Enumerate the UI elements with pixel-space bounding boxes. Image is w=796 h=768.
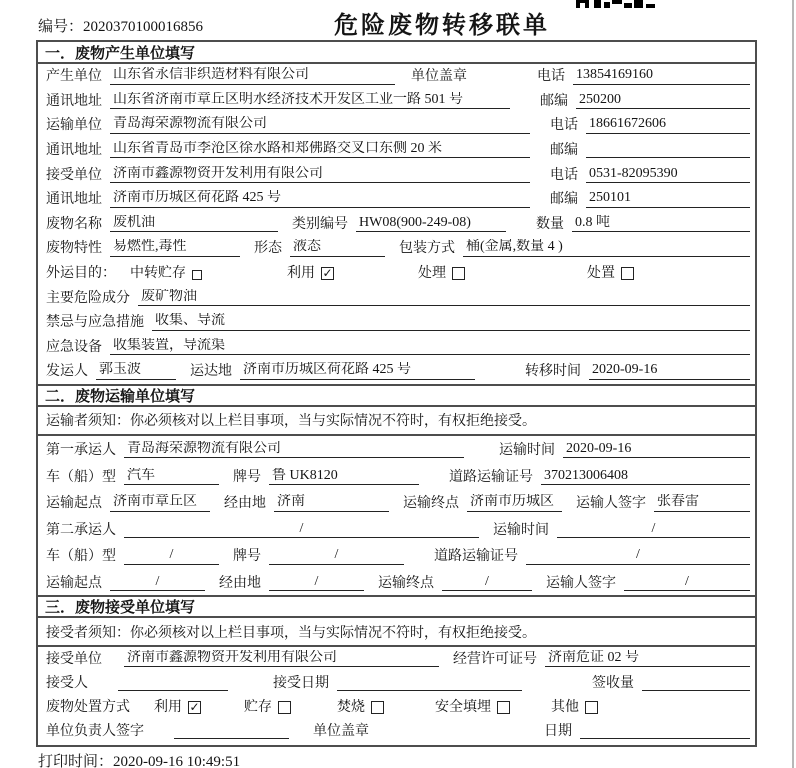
waste-name-value: 废机油 xyxy=(110,215,278,232)
disposal-landfill-label: 安全填埋 xyxy=(435,699,491,715)
plate2-value: / xyxy=(269,547,404,564)
hazard-label: 主要危险成分 xyxy=(46,290,130,306)
origin1-value: 济南市章丘区 xyxy=(110,494,210,511)
vehicle1-value: 汽车 xyxy=(124,468,219,485)
disposal-other-label: 其他 xyxy=(551,699,579,715)
carrier1-value: 青岛海荣源物流有限公司 xyxy=(124,441,464,458)
form-row-waste-name xyxy=(38,212,755,237)
doc-number-value: 2020370100016856 xyxy=(83,19,204,35)
producer-value: 山东省永信非织造材料有限公司 xyxy=(110,67,395,84)
date-label: 日期 xyxy=(544,723,572,739)
carrier2-label: 第二承运人 xyxy=(46,522,116,538)
page-title: 危险废物转移联单 xyxy=(334,13,550,39)
responsible-sign-label: 单位负责人签字 xyxy=(46,723,144,739)
form-row-equipment xyxy=(38,335,755,360)
disposal-use-checkbox[interactable]: ✓ xyxy=(189,700,200,715)
origin-label: 运输起点 xyxy=(46,575,102,591)
form-row-recipient xyxy=(38,671,755,695)
shipper-label: 发运人 xyxy=(46,364,88,380)
form-state-label: 形态 xyxy=(254,241,282,257)
manifest-form-table xyxy=(36,40,757,747)
carrier-sign1-value: 张春雷 xyxy=(654,494,750,511)
transport-time-label: 运输时间 xyxy=(493,522,549,538)
form-row-vehicle2 xyxy=(38,542,755,569)
via1-value: 济南 xyxy=(274,494,389,511)
form-row-vehicle1 xyxy=(38,462,755,489)
section3-notice: 接受者须知：你必须核对以上栏目事项，当与实际情况不符时，有权拒绝接受。 xyxy=(38,618,755,647)
permit-value: 济南危证 02 号 xyxy=(545,650,750,667)
receiver-label: 接受单位 xyxy=(46,167,102,183)
purpose-use-label: 利用 xyxy=(287,265,315,281)
print-time-label: 打印时间： xyxy=(38,754,114,768)
form-row-responsible-sign xyxy=(38,719,755,743)
via-label: 经由地 xyxy=(219,575,261,591)
purpose-use-checkbox[interactable]: ✓ xyxy=(322,266,333,281)
receiver-address-value: 济南市历城区荷花路 425 号 xyxy=(110,190,530,207)
transporter-zip-value xyxy=(586,156,750,158)
receiver-phone-value: 0531-82095390 xyxy=(586,166,750,183)
hazard-value: 废矿物油 xyxy=(138,289,750,306)
packing-value: 桶(金属,数量 4 ) xyxy=(463,239,750,256)
section2-notice: 运输者须知：你必须核对以上栏目事项，当与实际情况不符时，有权拒绝接受。 xyxy=(38,407,755,436)
form-row-receiver-address xyxy=(38,187,755,212)
form-row-disposal xyxy=(38,695,755,719)
address-label: 通讯地址 xyxy=(46,192,102,208)
accept-date-label: 接受日期 xyxy=(273,675,329,691)
endpoint-label: 运输终点 xyxy=(378,575,434,591)
character-value: 易燃性,毒性 xyxy=(110,239,240,256)
disposal-store-checkbox[interactable] xyxy=(278,701,291,714)
purpose-treat-checkbox[interactable] xyxy=(452,267,465,280)
category-value: HW08(900-249-08) xyxy=(356,215,506,232)
road-license2-value: / xyxy=(526,547,750,564)
zip-label: 邮编 xyxy=(540,93,568,109)
equipment-value: 收集装置，导流渠 xyxy=(110,338,750,355)
unit-seal-label: 单位盖章 xyxy=(313,723,369,739)
signed-amount-value xyxy=(642,689,750,691)
disposal-use-label: 利用 xyxy=(154,699,182,715)
quantity-value: 0.8 吨 xyxy=(572,215,750,232)
doc-number xyxy=(38,15,203,36)
unit-seal-label: 单位盖章 xyxy=(411,69,467,85)
transport-time-label: 运输时间 xyxy=(499,442,555,458)
form-row-hazard xyxy=(38,285,755,310)
form-row-shipper xyxy=(38,359,755,384)
date-value xyxy=(580,737,750,739)
vehicle-type-label: 车（船）型 xyxy=(46,549,116,565)
signed-amount-label: 签收量 xyxy=(592,675,634,691)
transport-time2-value: / xyxy=(557,521,750,538)
transport-time1-value: 2020-09-16 xyxy=(563,441,750,458)
form-row-measures xyxy=(38,310,755,335)
transfer-time-value: 2020-09-16 xyxy=(589,362,750,379)
transporter-address-value: 山东省青岛市李沧区徐水路和郑佛路交叉口东侧 20 米 xyxy=(110,141,530,158)
disposal-incinerate-label: 焚烧 xyxy=(337,699,365,715)
page-right-edge xyxy=(792,0,794,768)
phone-label: 电话 xyxy=(550,118,578,134)
origin2-value: / xyxy=(110,574,205,591)
measures-label: 禁忌与应急措施 xyxy=(46,315,144,331)
plate1-value: 鲁 UK8120 xyxy=(269,468,419,485)
receiver-value: 济南市鑫源物资开发利用有限公司 xyxy=(110,166,530,183)
transfer-time-label: 转移时间 xyxy=(525,364,581,380)
accept-unit-value: 济南市鑫源物资开发利用有限公司 xyxy=(124,650,439,667)
disposal-incinerate-checkbox[interactable] xyxy=(371,701,384,714)
form-row-carrier1 xyxy=(38,436,755,463)
form-row-transporter xyxy=(38,113,755,138)
form-row-producer xyxy=(38,64,755,89)
disposal-store-label: 贮存 xyxy=(244,699,272,715)
road-license1-value: 370213006408 xyxy=(541,468,750,485)
recipient-label: 接受人 xyxy=(46,675,88,691)
recipient-value xyxy=(118,689,228,691)
purpose-dispose-label: 处置 xyxy=(587,265,615,281)
via2-value: / xyxy=(269,574,364,591)
print-time-value: 2020-09-16 10:49:51 xyxy=(113,754,241,768)
plate-label: 牌号 xyxy=(233,469,261,485)
form-row-waste-character xyxy=(38,236,755,261)
carrier-sign-label: 运输人签字 xyxy=(546,575,616,591)
form-row-accept-unit xyxy=(38,647,755,671)
quantity-label: 数量 xyxy=(536,216,564,232)
section2-header: 二．废物运输单位填写 xyxy=(38,384,755,407)
purpose-transfer-checkbox[interactable] xyxy=(192,270,202,280)
producer-label: 产生单位 xyxy=(46,69,102,85)
endpoint-label: 运输终点 xyxy=(403,496,459,512)
section1-header: 一．废物产生单位填写 xyxy=(38,42,755,64)
purpose-transfer-label: 中转贮存 xyxy=(130,265,186,281)
endpoint2-value: / xyxy=(442,574,532,591)
measures-value: 收集、导流 xyxy=(152,313,750,330)
via-label: 经由地 xyxy=(224,496,266,512)
waste-name-label: 废物名称 xyxy=(46,216,102,232)
address-label: 通讯地址 xyxy=(46,142,102,158)
purpose-dispose-checkbox[interactable] xyxy=(621,267,634,280)
carrier-sign-label: 运输人签字 xyxy=(576,496,646,512)
plate-label: 牌号 xyxy=(233,549,261,565)
transporter-label: 运输单位 xyxy=(46,118,102,134)
destination-value: 济南市历城区荷花路 425 号 xyxy=(240,362,475,379)
phone-label: 电话 xyxy=(537,69,565,85)
permit-label: 经营许可证号 xyxy=(453,651,537,667)
section3-header: 三．废物接受单位填写 xyxy=(38,595,755,618)
disposal-label: 废物处置方式 xyxy=(46,699,130,715)
responsible-sign-value xyxy=(174,737,289,739)
transporter-phone-value: 18661672606 xyxy=(586,116,750,133)
zip-label: 邮编 xyxy=(550,142,578,158)
phone-label: 电话 xyxy=(550,167,578,183)
endpoint1-value: 济南市历城区 xyxy=(467,494,562,511)
disposal-landfill-checkbox[interactable] xyxy=(497,701,510,714)
character-label: 废物特性 xyxy=(46,241,102,257)
purpose-label: 外运目的： xyxy=(46,265,116,281)
transporter-value: 青岛海荣源物流有限公司 xyxy=(110,116,530,133)
carrier-sign2-value: / xyxy=(624,574,750,591)
form-row-carrier2 xyxy=(38,516,755,543)
form-state-value: 液态 xyxy=(290,239,385,256)
accept-date-value xyxy=(337,689,522,691)
qr-code-fragment xyxy=(576,0,656,9)
form-row-purpose xyxy=(38,261,755,286)
road-license-label: 道路运输证号 xyxy=(449,469,533,485)
form-row-transporter-address xyxy=(38,138,755,163)
producer-zip-value: 250200 xyxy=(576,92,750,109)
shipper-value: 郭玉波 xyxy=(96,362,176,379)
equipment-label: 应急设备 xyxy=(46,339,102,355)
purpose-treat-label: 处理 xyxy=(418,265,446,281)
doc-number-label: 编号： xyxy=(38,19,84,35)
form-row-producer-address xyxy=(38,89,755,114)
road-license-label: 道路运输证号 xyxy=(434,549,518,565)
disposal-other-checkbox[interactable] xyxy=(585,701,598,714)
form-row-route1 xyxy=(38,489,755,516)
producer-phone-value: 13854169160 xyxy=(573,67,750,84)
producer-address-value: 山东省济南市章丘区明水经济技术开发区工业一路 501 号 xyxy=(110,92,510,109)
carrier1-label: 第一承运人 xyxy=(46,442,116,458)
accept-unit-label: 接受单位 xyxy=(46,651,102,667)
print-time xyxy=(38,750,240,768)
vehicle-type-label: 车（船）型 xyxy=(46,469,116,485)
carrier2-value: / xyxy=(124,521,479,538)
receiver-zip-value: 250101 xyxy=(586,190,750,207)
category-label: 类别编号 xyxy=(292,216,348,232)
address-label: 通讯地址 xyxy=(46,93,102,109)
vehicle2-value: / xyxy=(124,547,219,564)
form-row-route2 xyxy=(38,569,755,596)
zip-label: 邮编 xyxy=(550,192,578,208)
form-row-receiver xyxy=(38,162,755,187)
packing-label: 包装方式 xyxy=(399,241,455,257)
destination-label: 运达地 xyxy=(190,364,232,380)
origin-label: 运输起点 xyxy=(46,496,102,512)
